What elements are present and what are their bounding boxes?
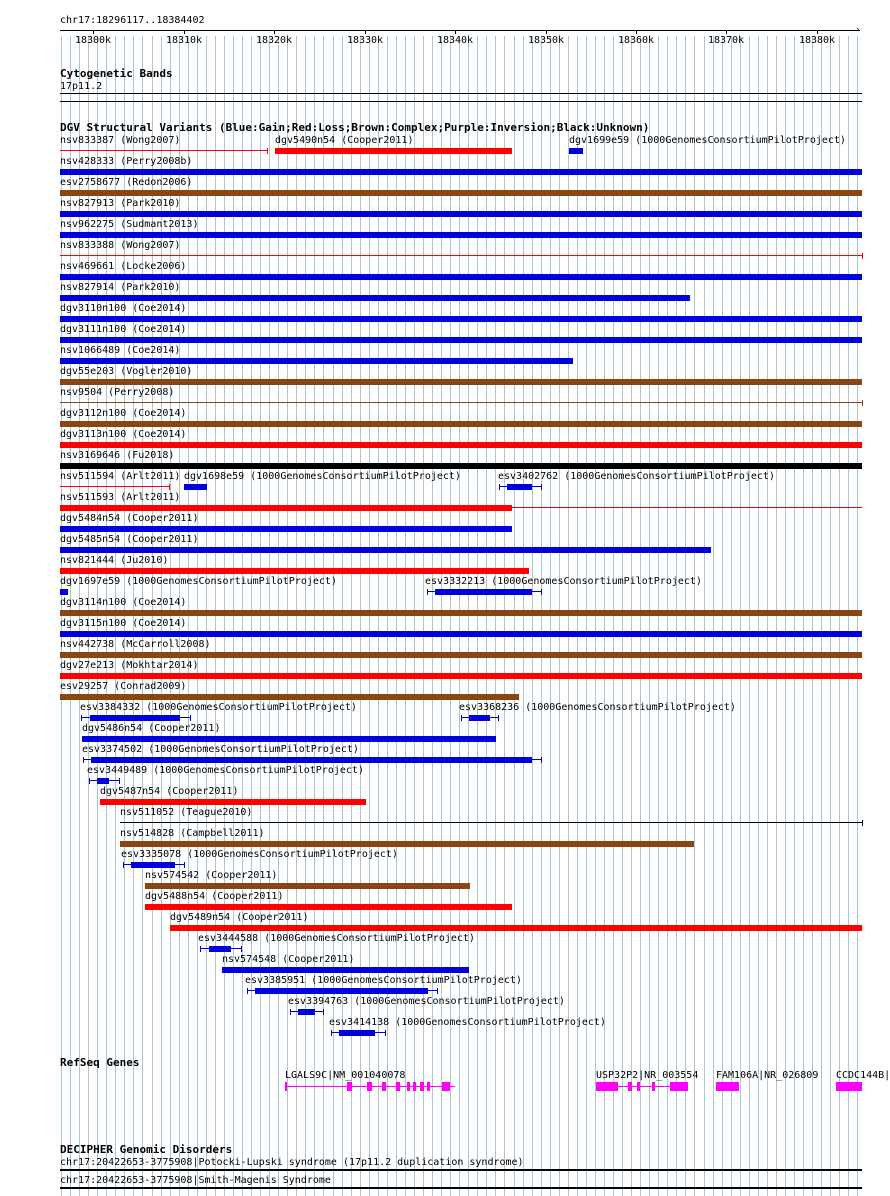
dgv-feature-bar[interactable] xyxy=(60,673,862,679)
dgv-feature-label[interactable]: esv3444588 (1000GenomesConsortiumPilotProject) xyxy=(198,933,475,944)
dgv-feature-bar[interactable] xyxy=(275,148,512,154)
grid-line xyxy=(206,36,207,1196)
dgv-feature-bar[interactable] xyxy=(60,486,169,487)
grid-line xyxy=(115,36,116,1196)
dgv-feature-cap xyxy=(241,946,242,952)
dgv-feature-label[interactable]: nsv833387 (Wong2007) xyxy=(60,135,181,146)
grid-line xyxy=(197,36,198,1196)
dgv-feature-bar[interactable] xyxy=(131,862,175,868)
dgv-feature-cap xyxy=(169,484,170,490)
grid-line xyxy=(821,36,822,1196)
dgv-feature-cap xyxy=(247,988,248,994)
dgv-feature-bar[interactable] xyxy=(60,255,862,256)
dgv-feature-label[interactable]: esv3394763 (1000GenomesConsortiumPilotProject) xyxy=(288,996,565,1007)
cyto-band-label: 17p11.2 xyxy=(60,81,103,92)
grid-line xyxy=(794,36,795,1196)
ruler-tick xyxy=(817,30,818,34)
ruler-tick-label: 18300k xyxy=(74,35,112,46)
dgv-track-title: DGV Structural Variants (Blue:Gain;Red:Loss;Brown:Complex;Purple:Inversion;Black:Unknown) xyxy=(60,121,650,134)
dgv-feature-cap xyxy=(200,946,201,952)
grid-line xyxy=(640,36,641,1196)
refseq-gene-exon[interactable] xyxy=(836,1082,862,1091)
dgv-feature-cap xyxy=(499,484,500,490)
ruler-tick xyxy=(455,30,456,34)
grid-line xyxy=(233,36,234,1196)
grid-line xyxy=(713,36,714,1196)
refseq-gene-exon[interactable] xyxy=(413,1082,416,1091)
dgv-feature-label[interactable]: dgv1699e59 (1000GenomesConsortiumPilotProject) xyxy=(569,135,846,146)
refseq-gene-exon[interactable] xyxy=(367,1082,372,1091)
dgv-feature-bar[interactable] xyxy=(60,232,862,238)
refseq-gene-label[interactable]: USP32P2|NR_003554 xyxy=(596,1070,699,1081)
dgv-feature-bar[interactable] xyxy=(60,211,862,217)
dgv-feature-label[interactable]: dgv5488n54 (Cooper2011) xyxy=(145,891,284,902)
dgv-feature-label[interactable]: dgv5490n54 (Cooper2011) xyxy=(275,135,414,146)
dgv-feature-label[interactable]: dgv3112n100 (Coe2014) xyxy=(60,408,187,419)
dgv-feature-label[interactable]: nsv511593 (Arlt2011) xyxy=(60,492,181,503)
dgv-feature-bar[interactable] xyxy=(60,505,512,511)
grid-line xyxy=(152,36,153,1196)
dgv-feature-bar[interactable] xyxy=(569,148,583,154)
grid-line xyxy=(161,36,162,1196)
dgv-feature-label[interactable]: dgv1698e59 (1000GenomesConsortiumPilotProject) xyxy=(184,471,461,482)
grid-line xyxy=(142,36,143,1196)
refseq-gene-exon[interactable] xyxy=(596,1082,618,1091)
dgv-feature-bar[interactable] xyxy=(145,883,470,889)
grid-line xyxy=(676,36,677,1196)
dgv-feature-bar[interactable] xyxy=(60,526,512,532)
dgv-feature-bar[interactable] xyxy=(60,442,862,448)
dgv-feature-cap xyxy=(461,715,462,721)
dgv-feature-cap xyxy=(331,1030,332,1036)
refseq-gene-exon[interactable] xyxy=(285,1082,287,1091)
dgv-feature-cap xyxy=(290,1009,291,1015)
dgv-feature-label[interactable]: dgv5489n54 (Cooper2011) xyxy=(170,912,309,923)
refseq-gene-exon[interactable] xyxy=(637,1082,640,1091)
grid-line xyxy=(722,36,723,1196)
grid-line xyxy=(631,36,632,1196)
ruler-tick-label: 18330k xyxy=(346,35,384,46)
ruler-tick-label: 18320k xyxy=(255,35,293,46)
grid-line xyxy=(170,36,171,1196)
grid-line xyxy=(740,36,741,1196)
refseq-gene-exon[interactable] xyxy=(628,1082,632,1091)
dgv-feature-label[interactable]: dgv5487n54 (Cooper2011) xyxy=(100,786,239,797)
dgv-feature-label[interactable]: nsv511594 (Arlt2011) xyxy=(60,471,181,482)
dgv-feature-label[interactable]: esv29257 (Conrad2009) xyxy=(60,681,187,692)
dgv-feature-label[interactable]: esv3374502 (1000GenomesConsortiumPilotProject) xyxy=(82,744,359,755)
dgv-feature-bar[interactable] xyxy=(60,190,862,196)
dgv-feature-bar[interactable] xyxy=(469,715,490,721)
dgv-feature-label[interactable]: esv3368236 (1000GenomesConsortiumPilotProject) xyxy=(459,702,736,713)
grid-line xyxy=(658,36,659,1196)
grid-line xyxy=(812,36,813,1196)
dgv-feature-bar[interactable] xyxy=(60,652,862,658)
decipher-item-bar[interactable] xyxy=(60,1169,862,1171)
dgv-feature-bar[interactable] xyxy=(100,799,366,805)
dgv-feature-label[interactable]: nsv574548 (Cooper2011) xyxy=(222,954,355,965)
dgv-feature-label[interactable]: dgv3114n100 (Coe2014) xyxy=(60,597,187,608)
dgv-feature-bar[interactable] xyxy=(90,715,180,721)
grid-line xyxy=(323,36,324,1196)
refseq-gene-label[interactable]: FAM106A|NR_026809 xyxy=(716,1070,819,1081)
grid-line xyxy=(296,36,297,1196)
dgv-feature-label[interactable]: nsv514828 (Campbell2011) xyxy=(120,828,265,839)
dgv-feature-cap xyxy=(541,757,542,763)
refseq-gene-exon[interactable] xyxy=(442,1082,450,1091)
grid-line xyxy=(704,36,705,1196)
refseq-gene-exon[interactable] xyxy=(382,1082,386,1091)
grid-line xyxy=(613,36,614,1196)
refseq-gene-exon[interactable] xyxy=(407,1082,410,1091)
dgv-feature-label[interactable]: nsv574542 (Cooper2011) xyxy=(145,870,278,881)
dgv-feature-bar[interactable] xyxy=(60,150,267,151)
cyto-track-title: Cytogenetic Bands xyxy=(60,67,173,80)
dgv-feature-cap xyxy=(427,589,428,595)
grid-line xyxy=(287,36,288,1196)
grid-line xyxy=(215,36,216,1196)
dgv-feature-bar[interactable] xyxy=(255,988,428,994)
dgv-feature-label[interactable]: dgv5484n54 (Cooper2011) xyxy=(60,513,199,524)
dgv-feature-bar[interactable] xyxy=(120,822,862,823)
dgv-feature-cap xyxy=(862,253,863,259)
dgv-feature-cap xyxy=(119,778,120,784)
grid-line xyxy=(839,36,840,1196)
dgv-feature-label[interactable]: dgv3110n100 (Coe2014) xyxy=(60,303,187,314)
dgv-feature-label[interactable]: dgv3111n100 (Coe2014) xyxy=(60,324,187,335)
grid-line xyxy=(251,36,252,1196)
dgv-feature-bar[interactable] xyxy=(298,1009,315,1015)
grid-line xyxy=(269,36,270,1196)
dgv-feature-label[interactable]: dgv5486n54 (Cooper2011) xyxy=(82,723,221,734)
refseq-gene-exon[interactable] xyxy=(652,1082,655,1091)
ruler-tick-label: 18370k xyxy=(707,35,745,46)
dgv-feature-bar[interactable] xyxy=(170,925,862,931)
dgv-feature-cap xyxy=(862,400,863,406)
grid-line xyxy=(278,36,279,1196)
dgv-feature-cap xyxy=(89,778,90,784)
dgv-feature-label[interactable]: nsv442738 (McCarroll2008) xyxy=(60,639,211,650)
grid-line xyxy=(830,36,831,1196)
dgv-feature-cap xyxy=(81,715,82,721)
ruler-tick-label: 18360k xyxy=(617,35,655,46)
grid-line xyxy=(803,36,804,1196)
dgv-feature-bar[interactable] xyxy=(60,547,711,553)
dgv-feature-label[interactable]: esv3449489 (1000GenomesConsortiumPilotProject) xyxy=(87,765,364,776)
dgv-feature-bar[interactable] xyxy=(60,694,519,700)
dgv-feature-bar[interactable] xyxy=(82,736,496,742)
dgv-feature-bar[interactable] xyxy=(60,358,573,364)
dgv-feature-cap xyxy=(385,1030,386,1036)
ruler-tick xyxy=(636,30,637,34)
grid-line xyxy=(667,36,668,1196)
dgv-feature-bar[interactable] xyxy=(435,589,532,595)
dgv-feature-label[interactable]: nsv9504 (Perry2008) xyxy=(60,387,175,398)
grid-line xyxy=(622,36,623,1196)
dgv-feature-cap xyxy=(437,988,438,994)
dgv-feature-label[interactable]: nsv827914 (Park2010) xyxy=(60,282,181,293)
grid-line xyxy=(848,36,849,1196)
grid-line xyxy=(776,36,777,1196)
dgv-feature-label[interactable]: dgv1697e59 (1000GenomesConsortiumPilotProject) xyxy=(60,576,337,587)
decipher-item-label[interactable]: chr17:20422653-3775908|Smith-Magenis Syndrome xyxy=(60,1175,331,1186)
refseq-gene-exon[interactable] xyxy=(396,1082,400,1091)
dgv-feature-bar[interactable] xyxy=(91,757,532,763)
dgv-feature-bar[interactable] xyxy=(209,946,231,952)
dgv-feature-cap xyxy=(541,589,542,595)
dgv-feature-bar[interactable] xyxy=(60,589,68,595)
dgv-feature-cap xyxy=(862,820,863,826)
refseq-gene-label[interactable]: LGALS9C|NM_001040078 xyxy=(285,1070,406,1081)
dgv-feature-label[interactable]: nsv428333 (Perry2008b) xyxy=(60,156,193,167)
refseq-gene-exon[interactable] xyxy=(670,1082,688,1091)
dgv-feature-cap xyxy=(184,862,185,868)
refseq-gene-label[interactable]: CCDC144B| xyxy=(836,1070,890,1081)
grid-line xyxy=(106,36,107,1196)
dgv-feature-label[interactable]: dgv27e213 (Mokhtar2014) xyxy=(60,660,199,671)
cyto-band-line[interactable] xyxy=(60,93,862,94)
grid-line xyxy=(749,36,750,1196)
dgv-feature-cap xyxy=(83,757,84,763)
grid-line xyxy=(79,36,80,1196)
dgv-feature-bar[interactable] xyxy=(60,295,690,301)
grid-line xyxy=(767,36,768,1196)
grid-line xyxy=(857,36,858,1196)
decipher-item-bar[interactable] xyxy=(60,1187,862,1189)
dgv-feature-label[interactable]: dgv5485n54 (Cooper2011) xyxy=(60,534,199,545)
grid-line xyxy=(305,36,306,1196)
dgv-feature-cap xyxy=(541,484,542,490)
ruler-tick xyxy=(93,30,94,34)
grid-line xyxy=(649,36,650,1196)
grid-line xyxy=(785,36,786,1196)
dgv-feature-cap xyxy=(498,715,499,721)
dgv-feature-label[interactable]: esv2758677 (Redon2006) xyxy=(60,177,193,188)
dgv-feature-cap xyxy=(190,715,191,721)
dgv-feature-label[interactable]: nsv962275 (Sudmant2013) xyxy=(60,219,199,230)
ruler-axis xyxy=(60,30,860,31)
grid-line xyxy=(758,36,759,1196)
refseq-gene-exon[interactable] xyxy=(347,1082,352,1091)
dgv-feature-bar[interactable] xyxy=(222,967,469,973)
dgv-feature-label[interactable]: nsv3169646 (Fu2018) xyxy=(60,450,175,461)
dgv-feature-bar[interactable] xyxy=(60,421,862,427)
track-separator xyxy=(60,101,862,102)
ruler-tick-label: 18310k xyxy=(165,35,203,46)
grid-line xyxy=(224,36,225,1196)
ruler-tick xyxy=(726,30,727,34)
dgv-feature-bar[interactable] xyxy=(60,274,862,280)
dgv-feature-bar[interactable] xyxy=(339,1030,375,1036)
dgv-feature-cap xyxy=(267,148,268,154)
refseq-gene-exon[interactable] xyxy=(420,1082,424,1091)
ruler-tick xyxy=(184,30,185,34)
ruler-tick xyxy=(365,30,366,34)
dgv-feature-label[interactable]: esv3385951 (1000GenomesConsortiumPilotProject) xyxy=(245,975,522,986)
grid-line xyxy=(314,36,315,1196)
dgv-feature-bar[interactable] xyxy=(60,568,529,574)
decipher-track-title: DECIPHER Genomic Disorders xyxy=(60,1143,233,1156)
ruler-tick-label: 18380k xyxy=(798,35,836,46)
ruler-tick-label: 18350k xyxy=(527,35,565,46)
dgv-feature-label[interactable]: nsv469661 (Locke2006) xyxy=(60,261,187,272)
grid-line xyxy=(61,36,62,1196)
dgv-feature-bar[interactable] xyxy=(97,778,109,784)
dgv-feature-label[interactable]: nsv821444 (Ju2010) xyxy=(60,555,169,566)
dgv-feature-label[interactable]: dgv3113n100 (Coe2014) xyxy=(60,429,187,440)
grid-line xyxy=(124,36,125,1196)
dgv-feature-bar[interactable] xyxy=(60,379,862,385)
dgv-feature-label[interactable]: dgv3115n100 (Coe2014) xyxy=(60,618,187,629)
grid-line xyxy=(731,36,732,1196)
grid-line xyxy=(133,36,134,1196)
dgv-feature-bar[interactable] xyxy=(184,484,207,490)
dgv-feature-label[interactable]: dgv55e203 (Vogler2010) xyxy=(60,366,193,377)
dgv-feature-cap xyxy=(323,1009,324,1015)
decipher-item-label[interactable]: chr17:20422653-3775908|Potocki-Lupski syndrome (17p11.2 duplication syndrome) xyxy=(60,1157,524,1168)
ruler-tick xyxy=(274,30,275,34)
dgv-feature-tail xyxy=(512,507,862,508)
dgv-feature-label[interactable]: esv3414138 (1000GenomesConsortiumPilotProject) xyxy=(329,1017,606,1028)
refseq-gene-exon[interactable] xyxy=(716,1082,739,1091)
refseq-gene-exon[interactable] xyxy=(427,1082,430,1091)
dgv-feature-bar[interactable] xyxy=(60,169,862,175)
dgv-feature-label[interactable]: esv3384332 (1000GenomesConsortiumPilotProject) xyxy=(80,702,357,713)
dgv-feature-bar[interactable] xyxy=(120,841,694,847)
dgv-feature-bar[interactable] xyxy=(60,610,862,616)
dgv-feature-label[interactable]: nsv1066489 (Coe2014) xyxy=(60,345,181,356)
dgv-feature-bar[interactable] xyxy=(145,904,512,910)
dgv-feature-label[interactable]: esv3402762 (1000GenomesConsortiumPilotProject) xyxy=(498,471,775,482)
grid-line xyxy=(88,36,89,1196)
dgv-feature-label[interactable]: esv3335078 (1000GenomesConsortiumPilotProject) xyxy=(121,849,398,860)
dgv-feature-bar[interactable] xyxy=(507,484,532,490)
dgv-feature-label[interactable]: nsv827913 (Park2010) xyxy=(60,198,181,209)
dgv-feature-label[interactable]: nsv833388 (Wong2007) xyxy=(60,240,181,251)
ruler-arrow-right-icon: › xyxy=(855,25,861,35)
grid-line xyxy=(260,36,261,1196)
locus-label: chr17:18296117..18384402 xyxy=(60,15,205,26)
ruler-tick-label: 18340k xyxy=(436,35,474,46)
dgv-feature-label[interactable]: esv3332213 (1000GenomesConsortiumPilotProject) xyxy=(425,576,702,587)
refseq-track-title: RefSeq Genes xyxy=(60,1056,140,1069)
grid-line xyxy=(685,36,686,1196)
dgv-feature-bar[interactable] xyxy=(60,316,862,322)
ruler-tick xyxy=(546,30,547,34)
dgv-feature-bar[interactable] xyxy=(60,631,862,637)
dgv-feature-bar[interactable] xyxy=(60,463,862,469)
dgv-feature-bar[interactable] xyxy=(60,402,862,403)
grid-line xyxy=(694,36,695,1196)
grid-line xyxy=(179,36,180,1196)
dgv-feature-label[interactable]: nsv511052 (Teague2010) xyxy=(120,807,253,818)
grid-line xyxy=(97,36,98,1196)
grid-line xyxy=(242,36,243,1196)
dgv-feature-cap xyxy=(123,862,124,868)
grid-line xyxy=(188,36,189,1196)
grid-line xyxy=(70,36,71,1196)
dgv-feature-bar[interactable] xyxy=(60,337,862,343)
